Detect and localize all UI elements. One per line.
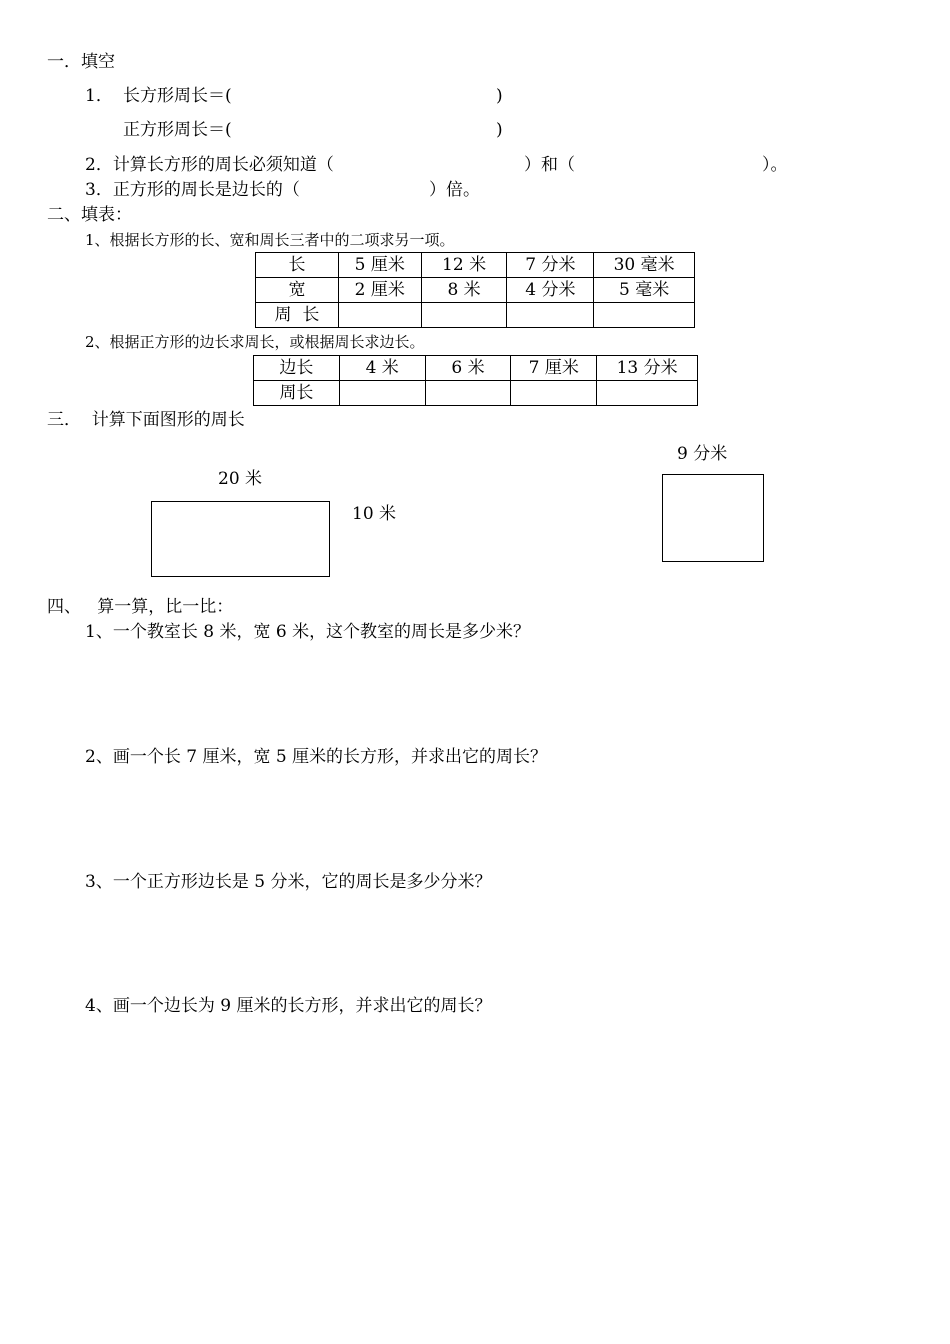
answer-cell[interactable] xyxy=(338,303,421,328)
answer-cell[interactable] xyxy=(511,381,597,406)
rect-perimeter-close: ) xyxy=(496,86,503,106)
table-cell: 13 分米 xyxy=(597,356,698,381)
table-cell: 2 厘米 xyxy=(338,278,421,303)
table-cell: 7 分米 xyxy=(507,253,594,278)
table-cell: 7 厘米 xyxy=(511,356,597,381)
rectangle-table xyxy=(255,252,695,328)
square-table xyxy=(253,355,698,406)
q1-number: 1． xyxy=(85,86,113,106)
q3-text: 3．正方形的周长是边长的（ xyxy=(85,180,300,200)
answer-cell[interactable] xyxy=(507,303,594,328)
square-perimeter-label: 正方形周长＝( xyxy=(123,120,232,140)
answer-cell[interactable] xyxy=(425,381,511,406)
table-cell: 4 分米 xyxy=(507,278,594,303)
table-row xyxy=(254,381,698,406)
table-cell: 边长 xyxy=(254,356,340,381)
table-row xyxy=(256,253,695,278)
table-cell: 30 毫米 xyxy=(594,253,695,278)
rectangle-length-label: 20 米 xyxy=(218,469,263,489)
section4-heading: 四、 算一算，比一比： xyxy=(47,597,234,617)
table-row xyxy=(256,278,695,303)
table1-instruction: 1、根据长方形的长、宽和周长三者中的二项求另一项。 xyxy=(85,231,455,249)
problem-2: 2、画一个长 7 厘米，宽 5 厘米的长方形，并求出它的周长？ xyxy=(85,747,548,767)
table-cell: 4 米 xyxy=(339,356,425,381)
q2-mid: ）和（ xyxy=(524,155,575,175)
problem-1: 1、一个教室长 8 米，宽 6 米，这个教室的周长是多少米？ xyxy=(85,622,531,642)
problem-3: 3、一个正方形边长是 5 分米，它的周长是多少分米？ xyxy=(85,872,492,892)
q2-end: ）。 xyxy=(762,155,788,175)
answer-cell[interactable] xyxy=(597,381,698,406)
table-row xyxy=(256,303,695,328)
answer-cell[interactable] xyxy=(339,381,425,406)
square-perimeter-close: ) xyxy=(496,120,503,140)
problem-4: 4、画一个边长为 9 厘米的长方形，并求出它的周长？ xyxy=(85,996,492,1016)
section3-heading: 三． 计算下面图形的周长 xyxy=(47,410,245,430)
table-cell: 周长 xyxy=(254,381,340,406)
table2-instruction: 2、根据正方形的边长求周长，或根据周长求边长。 xyxy=(85,333,425,351)
section1-heading: 一．填空 xyxy=(47,52,115,72)
table-row xyxy=(254,356,698,381)
rectangle-figure xyxy=(151,501,330,577)
square-figure xyxy=(662,474,764,562)
answer-cell[interactable] xyxy=(594,303,695,328)
table-cell: 宽 xyxy=(256,278,339,303)
section2-heading: 二、填表： xyxy=(47,205,132,225)
table-cell: 12 米 xyxy=(421,253,507,278)
table-cell: 8 米 xyxy=(421,278,507,303)
square-side-label: 9 分米 xyxy=(677,444,728,464)
q2-text: 2．计算长方形的周长必须知道（ xyxy=(85,155,334,175)
table-cell: 6 米 xyxy=(425,356,511,381)
answer-cell[interactable] xyxy=(421,303,507,328)
rectangle-width-label: 10 米 xyxy=(352,504,397,524)
rect-perimeter-label: 长方形周长＝( xyxy=(123,86,232,106)
table-cell: 5 毫米 xyxy=(594,278,695,303)
table-cell: 长 xyxy=(256,253,339,278)
table-cell: 周 长 xyxy=(256,303,339,328)
table-cell: 5 厘米 xyxy=(338,253,421,278)
q3-end: ）倍。 xyxy=(429,180,480,200)
